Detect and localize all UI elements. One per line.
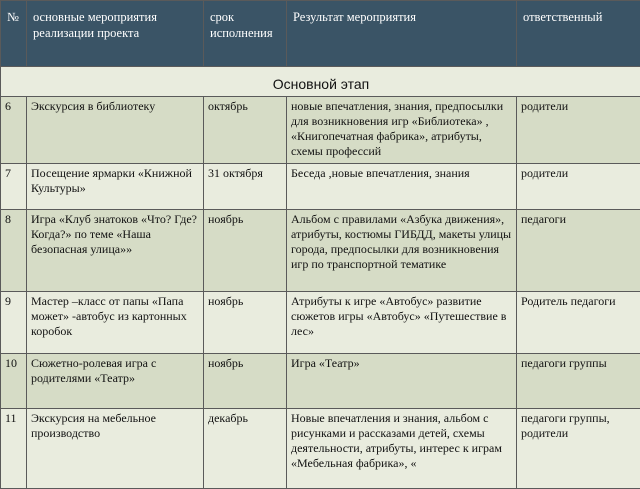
row-event: Экскурсия на мебельное производство [27, 409, 204, 489]
row-responsible: педагоги [517, 210, 640, 292]
row-number: 11 [1, 409, 27, 489]
row-event: Игра «Клуб знатоков «Что? Где? Когда?» по теме «Наша безопасная улица»» [27, 210, 204, 292]
header-number: № [1, 1, 27, 67]
row-event: Посещение ярмарки «Книжной Культуры» [27, 164, 204, 210]
row-number: 6 [1, 97, 27, 164]
table-row [1, 292, 640, 354]
stage-title: Основной этап [1, 67, 640, 97]
row-responsible: педагоги группы [517, 354, 640, 409]
row-term: декабрь [204, 409, 287, 489]
header-responsible: ответственный [517, 1, 640, 67]
row-result: Беседа ,новые впечатления, знания [287, 164, 517, 210]
row-result: Новые впечатления и знания, альбом с рисунками и рассказами детей, схемы деятельности, атрибуты, интерес к играм «Мебельная фабрика», « [287, 409, 517, 489]
row-term: ноябрь [204, 354, 287, 409]
table-row [1, 409, 640, 489]
header-row [1, 1, 640, 67]
stage-row [1, 67, 640, 97]
header-result: Результат мероприятия [287, 1, 517, 67]
row-result: Атрибуты к игре «Автобус» развитие сюжетов игры «Автобус» «Путешествие в лес» [287, 292, 517, 354]
row-term: октябрь [204, 97, 287, 164]
row-responsible: Родитель педагоги [517, 292, 640, 354]
header-term: срок исполнения [204, 1, 287, 67]
row-number: 7 [1, 164, 27, 210]
row-responsible: родители [517, 97, 640, 164]
row-result: новые впечатления, знания, предпосылки для возникновения игр «Библиотека» , «Книгопечатная фабрика», атрибуты, схемы профессий [287, 97, 517, 164]
header-events: основные мероприятия реализации проекта [27, 1, 204, 67]
row-event: Сюжетно-ролевая игра с родителями «Театр» [27, 354, 204, 409]
table-row [1, 210, 640, 292]
row-number: 10 [1, 354, 27, 409]
row-result: Альбом с правилами «Азбука движения», атрибуты, костюмы ГИБДД, макеты улицы города, предпосылки для возникновения игр по транспортной тематике [287, 210, 517, 292]
row-responsible: родители [517, 164, 640, 210]
row-number: 9 [1, 292, 27, 354]
row-term: ноябрь [204, 292, 287, 354]
row-number: 8 [1, 210, 27, 292]
row-term: 31 октября [204, 164, 287, 210]
row-event: Мастер –класс от папы «Папа может» -автобус из картонных коробок [27, 292, 204, 354]
row-event: Экскурсия в библиотеку [27, 97, 204, 164]
table-row [1, 164, 640, 210]
table-row [1, 354, 640, 409]
row-responsible: педагоги группы, родители [517, 409, 640, 489]
row-result: Игра «Театр» [287, 354, 517, 409]
row-term: ноябрь [204, 210, 287, 292]
table-row [1, 97, 640, 164]
